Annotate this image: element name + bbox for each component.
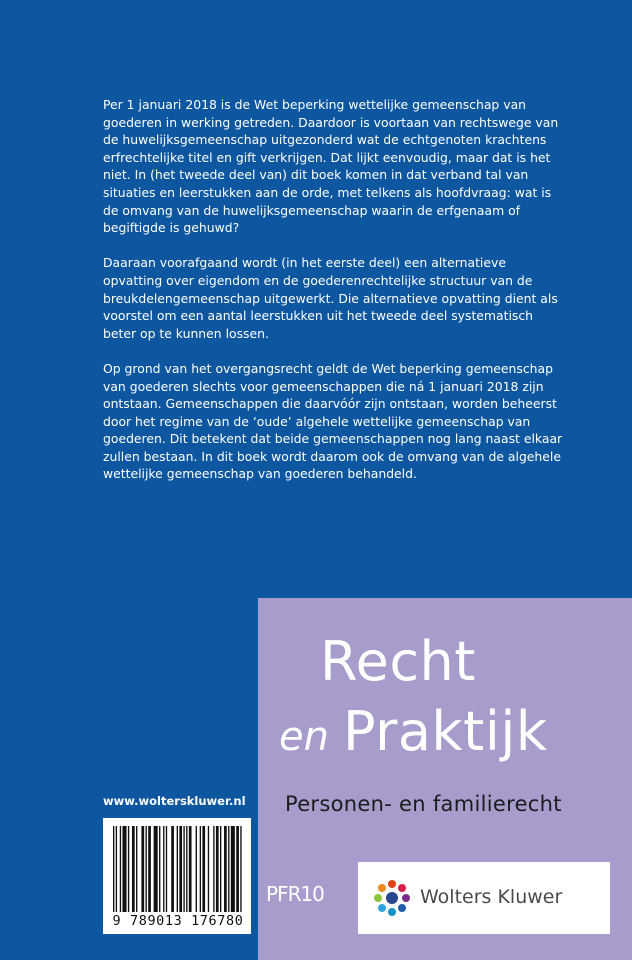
barcode-icon	[113, 826, 243, 912]
publisher-logo-box	[358, 862, 610, 934]
series-code: PFR10	[266, 882, 324, 906]
blurb-paragraph-3: Op grond van het overgangsrecht geldt de Wet beperking gemeenschap van goederen slechts voor gemeenschappen die ná 1 januari 2018 zijn ontstaan. Gemeenschappen die daarvóór zijn ontstaan, worden beheerst door het regime van de ‘oude’ algehele wettelijke gemeenschap van goederen. Dit betekent dat beide gemeenschappen nog lang naast elkaar zullen bestaan. In dit boek wordt daarom ook de omvang van de algehele wettelijke gemeenschap van goederen behandeld.	[103, 360, 563, 482]
blurb-paragraph-1: Per 1 januari 2018 is de Wet beperking wettelijke gemeenschap van goederen in werking getreden. Daardoor is voortaan van rechtswege van de huwelijksgemeenschap uitgezonderd wat de echtgenoten krachtens erfrechtelijke titel en gift verkrijgen. Dat lijkt eenvoudig, maar dat is het niet. In (het tweede deel van) dit boek komen in dat verband tal van situaties en leerstukken aan de orde, met telkens als hoofdvraag: wat is de omvang van de huwelijksgemeenschap waarin de erfgenaam of begiftigde is gehuwd?	[103, 97, 559, 236]
publisher-url: www.wolterskluwer.nl	[103, 794, 246, 808]
series-title-praktijk: Praktijk	[343, 700, 548, 763]
series-subtitle: Personen- en familierecht	[285, 792, 562, 816]
series-title-en: en	[279, 714, 329, 760]
barcode	[103, 818, 251, 934]
blurb-text	[103, 96, 563, 501]
blurb-paragraph-2: Daaraan voorafgaand wordt (in het eerste deel) een alternatieve opvatting over eigendom en de goederenrechtelijke structuur van de breukdelengemeenschap uitgewerkt. Die alternatieve opvatting dient als voorstel om een aantal leerstukken uit het tweede deel systematisch beter op te kunnen lossen.	[103, 255, 558, 341]
wolters-kluwer-logo-icon	[372, 878, 412, 918]
publisher-name: Wolters Kluwer	[420, 886, 563, 908]
isbn-number: 9 789013 176780	[112, 913, 244, 929]
series-title-recht: Recht	[320, 630, 476, 693]
